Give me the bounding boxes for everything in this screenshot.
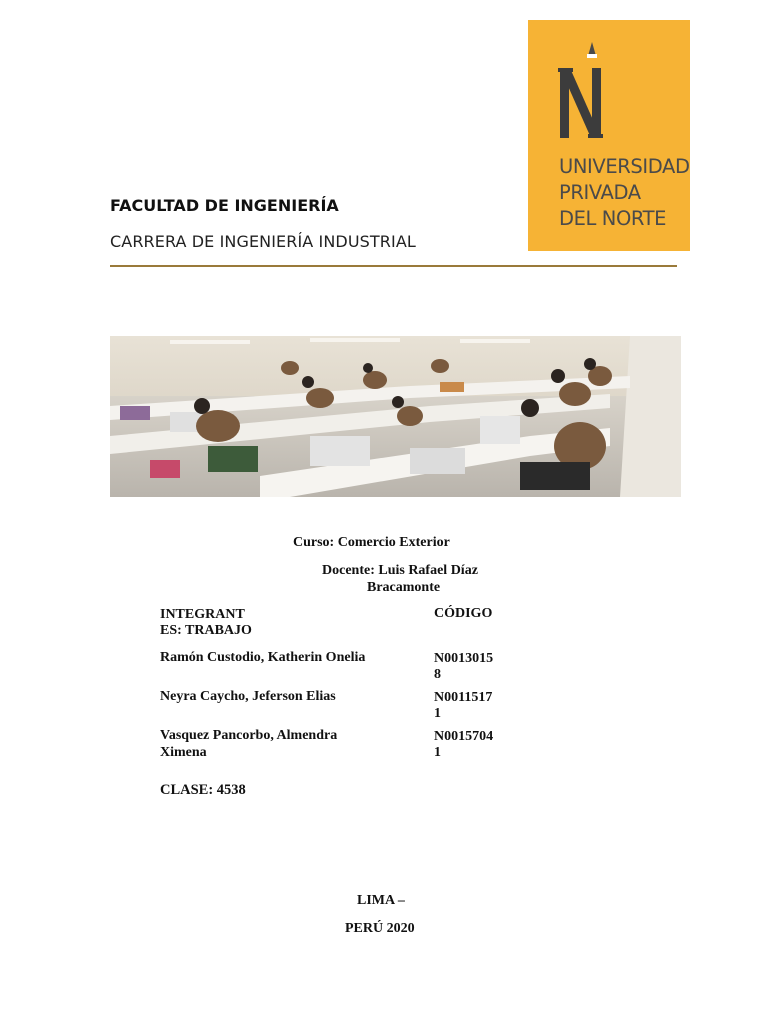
textile-factory-photo: [110, 336, 681, 497]
location-line-1: LIMA –: [357, 893, 405, 908]
faculty-title: FACULTAD DE INGENIERÍA: [110, 196, 339, 215]
member-name: Vasquez Pancorbo, Almendra: [160, 728, 338, 743]
member-name: Ramón Custodio, Katherin Onelia: [160, 650, 366, 665]
member-name-continued: Ximena: [160, 745, 207, 760]
university-logo: [528, 20, 690, 251]
members-header-line-2: ES: TRABAJO: [160, 623, 252, 638]
logo-line-2: PRIVADA: [559, 181, 641, 204]
code-header: CÓDIGO: [434, 606, 493, 621]
factory-photo-illustration: [110, 336, 681, 497]
members-header-line-1: INTEGRANT: [160, 607, 245, 622]
member-code-continued: 1: [434, 706, 441, 721]
member-code: N0011517: [434, 690, 493, 705]
course-label: Curso: Comercio Exterior: [293, 535, 450, 550]
member-code-continued: 8: [434, 667, 441, 682]
member-code: N0015704: [434, 729, 494, 744]
header-divider: [110, 265, 677, 267]
logo-line-1: UNIVERSIDAD: [559, 155, 690, 178]
university-logo-mark-icon: [558, 42, 606, 160]
teacher-label-line-1: Docente: Luis Rafael Díaz: [322, 563, 478, 578]
member-code-continued: 1: [434, 745, 441, 760]
class-label: CLASE: 4538: [160, 782, 246, 798]
member-name: Neyra Caycho, Jeferson Elias: [160, 689, 336, 704]
logo-line-3: DEL NORTE: [559, 207, 667, 230]
location-line-2: PERÚ 2020: [345, 921, 415, 936]
teacher-label-line-2: Bracamonte: [367, 580, 441, 595]
career-title: CARRERA DE INGENIERÍA INDUSTRIAL: [110, 232, 416, 251]
member-code: N0013015: [434, 651, 494, 666]
